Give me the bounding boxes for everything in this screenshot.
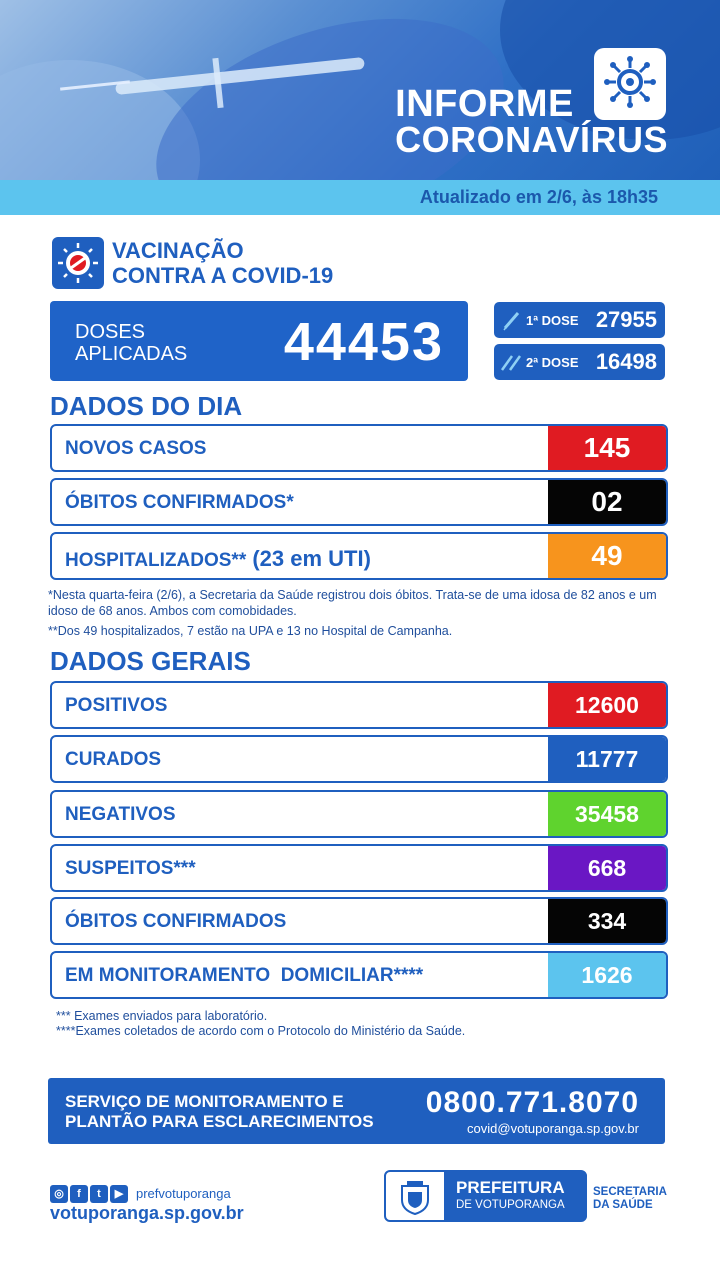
secretaria-saude — [593, 1186, 667, 1212]
update-bar — [0, 180, 720, 215]
service-label — [65, 1092, 374, 1132]
vaccination-title-line1: VACINAÇÃO — [112, 238, 244, 263]
daily-note-deaths: *Nesta quarta-feira (2/6), a Secretaria da Saúde registrou dois óbitos. Trata-se de uma idosa de 82 anos e um idoso de 68 anos. Ambos com comobidades. — [48, 588, 657, 618]
row-label: CURADOS — [65, 749, 162, 770]
title-line2: CORONAVÍRUS — [395, 119, 668, 160]
prefeitura-logo — [384, 1170, 587, 1222]
row-value: 334 — [548, 899, 666, 943]
crest-icon — [396, 1178, 434, 1216]
row-label — [65, 546, 371, 572]
prefeitura-line1: PREFEITURA — [456, 1178, 565, 1197]
title-line1: INFORME — [395, 83, 574, 125]
service-label-line2: PLANTÃO PARA ESCLARECIMENTOS — [65, 1112, 374, 1131]
general-row-suspected — [50, 844, 668, 892]
row-label-main: HOSPITALIZADOS** — [65, 550, 247, 571]
vaccination-title — [112, 238, 333, 288]
general-row-positive — [50, 681, 668, 729]
daily-data-title: DADOS DO DIA — [50, 391, 243, 421]
syringe-icon — [500, 350, 524, 374]
row-value: 49 — [548, 534, 666, 578]
row-value: 12600 — [548, 683, 666, 727]
general-note-lab: *** Exames enviados para laboratório. — [56, 1009, 268, 1023]
social-handle[interactable]: prefvotuporanga — [136, 1186, 231, 1201]
row-label: ÓBITOS CONFIRMADOS — [65, 911, 287, 932]
update-timestamp: Atualizado em 2/6, às 18h35 — [419, 187, 658, 207]
service-phone-link[interactable]: 0800.771.8070 — [425, 1086, 639, 1119]
second-dose-pill — [494, 344, 665, 380]
row-value: 668 — [548, 846, 666, 890]
row-label: NEGATIVOS — [65, 804, 176, 825]
row-label: SUSPEITOS*** — [65, 858, 196, 879]
general-row-deaths — [50, 897, 668, 945]
instagram-icon[interactable]: ◎ — [50, 1185, 68, 1203]
row-value: 02 — [548, 480, 666, 524]
service-email-link[interactable]: covid@votuporanga.sp.gov.br — [467, 1121, 639, 1136]
syringe-icon — [500, 308, 524, 332]
facebook-icon[interactable]: f — [70, 1185, 88, 1203]
row-value: 1626 — [548, 953, 666, 997]
row-value: 35458 — [548, 792, 666, 836]
general-data-title: DADOS GERAIS — [50, 646, 251, 676]
general-row-home-monitoring — [50, 951, 668, 999]
vaccination-title-line2: CONTRA A COVID-19 — [112, 263, 334, 288]
first-dose-value: 27955 — [595, 307, 657, 332]
row-label: NOVOS CASOS — [65, 438, 207, 459]
second-dose-value: 16498 — [595, 349, 657, 374]
row-label: EM MONITORAMENTO DOMICILIAR**** — [65, 965, 424, 986]
doses-label-line1: DOSES — [75, 321, 146, 343]
monitoring-service-box — [48, 1078, 665, 1144]
youtube-icon[interactable]: ▶ — [110, 1185, 128, 1203]
page-title — [395, 83, 668, 160]
general-note-protocol: ****Exames coletados de acordo com o Protocolo do Ministério da Saúde. — [56, 1024, 466, 1038]
secretaria-line2: DA SAÚDE — [593, 1199, 653, 1211]
secretaria-line1: SECRETARIA — [593, 1186, 667, 1198]
general-row-negative — [50, 790, 668, 838]
daily-row-deaths — [50, 478, 668, 526]
row-label-suffix: (23 em UTI) — [246, 546, 371, 571]
website-link[interactable]: votuporanga.sp.gov.br — [50, 1203, 244, 1223]
daily-row-hospitalized — [50, 532, 668, 580]
doses-label — [75, 321, 187, 365]
row-label: ÓBITOS CONFIRMADOS* — [65, 492, 294, 513]
daily-note-hospitalized: **Dos 49 hospitalizados, 7 estão na UPA e 13 no Hospital de Campanha. — [48, 624, 453, 638]
doses-applied-box — [50, 301, 468, 381]
social-links — [50, 1183, 231, 1201]
row-label: POSITIVOS — [65, 695, 168, 716]
first-dose-label: 1ª DOSE — [526, 313, 579, 328]
first-dose-pill — [494, 302, 665, 338]
prefeitura-text — [444, 1172, 587, 1220]
prefeitura-line2: DE VOTUPORANGA — [456, 1199, 565, 1211]
vaccine-icon — [52, 237, 104, 289]
second-dose-label: 2ª DOSE — [526, 355, 579, 370]
service-label-line1: SERVIÇO DE MONITORAMENTO E — [65, 1092, 344, 1111]
hero-banner — [0, 0, 720, 180]
row-value: 11777 — [548, 737, 666, 781]
daily-row-new-cases — [50, 424, 668, 472]
general-row-recovered — [50, 735, 668, 783]
doses-label-line2: APLICADAS — [75, 343, 188, 365]
twitter-icon[interactable]: t — [90, 1185, 108, 1203]
row-value: 145 — [548, 426, 666, 470]
doses-total: 44453 — [283, 312, 444, 372]
